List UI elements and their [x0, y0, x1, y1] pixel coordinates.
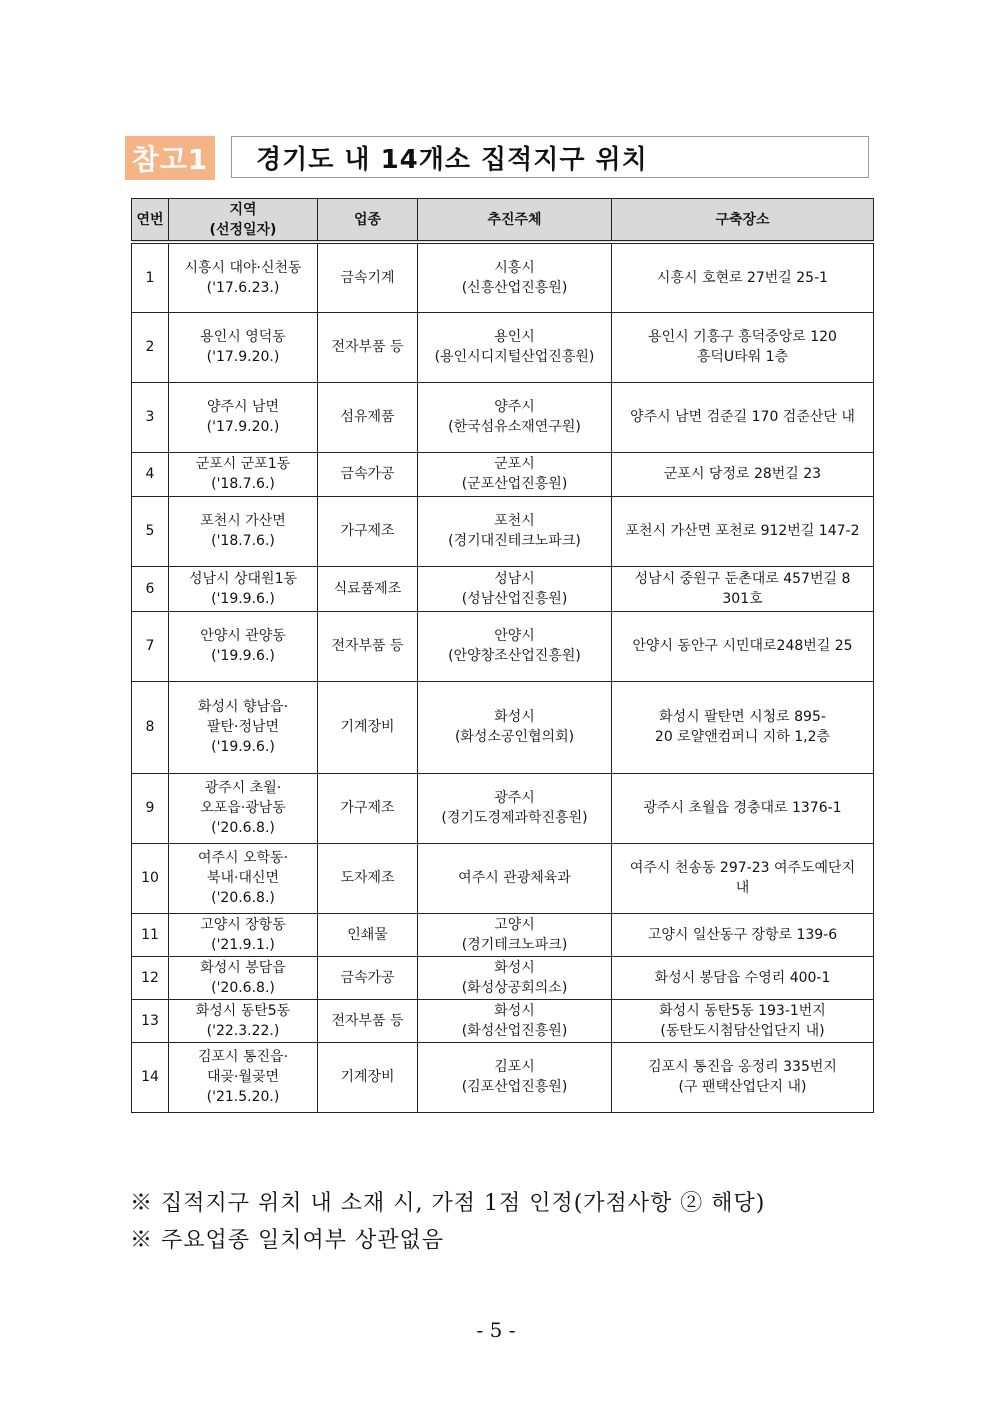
cell-organization: 군포시 (군포산업진흥원) [418, 452, 612, 496]
table-row [132, 611, 874, 681]
header-location: 구축장소 [612, 199, 874, 243]
table-row [132, 452, 874, 496]
cell-industry: 금속가공 [318, 956, 418, 999]
cell-region: 고양시 장항동 ('21.9.1.) [169, 913, 318, 956]
cell-region: 화성시 향남읍· 팔탄·정남면 ('19.9.6.) [169, 681, 318, 773]
cell-organization: 양주시 (한국섬유소재연구원) [418, 382, 612, 452]
cell-region: 성남시 상대원1동 ('19.9.6.) [169, 566, 318, 611]
cluster-location-table [131, 198, 874, 1113]
table-row [132, 956, 874, 999]
table-row [132, 773, 874, 843]
cell-industry: 식료품제조 [318, 566, 418, 611]
cell-industry: 금속가공 [318, 452, 418, 496]
cell-region: 화성시 봉담읍 ('20.6.8.) [169, 956, 318, 999]
cell-organization: 성남시 (성남산업진흥원) [418, 566, 612, 611]
table-row [132, 242, 874, 312]
cell-region: 포천시 가산면 ('18.7.6.) [169, 496, 318, 566]
cell-region: 화성시 동탄5동 ('22.3.22.) [169, 999, 318, 1042]
cell-organization: 시흥시 (신흥산업진흥원) [418, 242, 612, 312]
cell-organization: 김포시 (김포산업진흥원) [418, 1042, 612, 1112]
cell-industry: 전자부품 등 [318, 312, 418, 382]
note-bonus-point: ※ 집적지구 위치 내 소재 시, 가점 1점 인정(가점사항 ② 해당) [130, 1191, 766, 1216]
cell-region: 광주시 초월· 오포읍·광남동 ('20.6.8.) [169, 773, 318, 843]
header-organization: 추진주체 [418, 199, 612, 243]
cell-region: 안양시 관양동 ('19.9.6.) [169, 611, 318, 681]
cell-location: 여주시 천송동 297-23 여주도예단지 내 [612, 843, 874, 913]
table-header-row [132, 199, 874, 243]
cell-location: 화성시 동탄5동 193-1번지 (동탄도시첨담산업단지 내) [612, 999, 874, 1042]
cell-location: 화성시 봉담읍 수영리 400-1 [612, 956, 874, 999]
cell-organization: 화성시 (화성소공인협의회) [418, 681, 612, 773]
cell-location: 광주시 초월읍 경충대로 1376-1 [612, 773, 874, 843]
cell-region: 시흥시 대야·신천동 ('17.6.23.) [169, 242, 318, 312]
section-header [125, 136, 871, 180]
cell-region: 용인시 영덕동 ('17.9.20.) [169, 312, 318, 382]
cell-organization: 고양시 (경기테크노파크) [418, 913, 612, 956]
cell-industry: 도자제조 [318, 843, 418, 913]
cell-industry: 인쇄물 [318, 913, 418, 956]
cell-no: 3 [132, 382, 169, 452]
cell-location: 김포시 통진읍 옹정리 335번지 (구 팬택산업단지 내) [612, 1042, 874, 1112]
reference-tag: 참고1 [125, 136, 215, 180]
cell-industry: 가구제조 [318, 496, 418, 566]
cell-no: 6 [132, 566, 169, 611]
cell-industry: 전자부품 등 [318, 611, 418, 681]
cell-no: 7 [132, 611, 169, 681]
cell-region: 여주시 오학동· 북내·대신면 ('20.6.8.) [169, 843, 318, 913]
cell-no: 2 [132, 312, 169, 382]
cell-no: 11 [132, 913, 169, 956]
table-row [132, 681, 874, 773]
cell-location: 용인시 기흥구 흥덕중앙로 120 흥덕U타워 1층 [612, 312, 874, 382]
cell-industry: 전자부품 등 [318, 999, 418, 1042]
cell-region: 양주시 남면 ('17.9.20.) [169, 382, 318, 452]
page-number: - 5 - [476, 1318, 516, 1342]
cell-no: 9 [132, 773, 169, 843]
cell-location: 시흥시 호현로 27번길 25-1 [612, 242, 874, 312]
table-row [132, 913, 874, 956]
cell-no: 4 [132, 452, 169, 496]
cell-location: 군포시 당정로 28번길 23 [612, 452, 874, 496]
cell-no: 10 [132, 843, 169, 913]
cell-location: 안양시 동안구 시민대로248번길 25 [612, 611, 874, 681]
cell-no: 12 [132, 956, 169, 999]
table-row [132, 843, 874, 913]
table-row [132, 496, 874, 566]
cell-industry: 금속기계 [318, 242, 418, 312]
cell-organization: 안양시 (안양창조산업진흥원) [418, 611, 612, 681]
cell-organization: 포천시 (경기대진테크노파크) [418, 496, 612, 566]
cell-organization: 광주시 (경기도경제과학진흥원) [418, 773, 612, 843]
table-row [132, 999, 874, 1042]
cell-no: 8 [132, 681, 169, 773]
cell-organization: 화성시 (화성산업진흥원) [418, 999, 612, 1042]
cell-location: 고양시 일산동구 장항로 139-6 [612, 913, 874, 956]
cell-organization: 용인시 (용인시디지털산업진흥원) [418, 312, 612, 382]
note-industry-match: ※ 주요업종 일치여부 상관없음 [130, 1228, 445, 1253]
cell-location: 포천시 가산면 포천로 912번길 147-2 [612, 496, 874, 566]
table-row [132, 382, 874, 452]
cell-no: 13 [132, 999, 169, 1042]
cell-industry: 가구제조 [318, 773, 418, 843]
cell-location: 성남시 중원구 둔촌대로 457번길 8 301호 [612, 566, 874, 611]
cell-industry: 섬유제품 [318, 382, 418, 452]
page-title: 경기도 내 14개소 집적지구 위치 [231, 136, 869, 178]
table-row [132, 1042, 874, 1112]
header-industry: 업종 [318, 199, 418, 243]
cell-industry: 기계장비 [318, 681, 418, 773]
cell-organization: 여주시 관광체육과 [418, 843, 612, 913]
table-row [132, 566, 874, 611]
cell-industry: 기계장비 [318, 1042, 418, 1112]
cell-organization: 화성시 (화성상공회의소) [418, 956, 612, 999]
cell-location: 화성시 팔탄면 시청로 895- 20 로얄앤컴퍼니 지하 1,2층 [612, 681, 874, 773]
cell-no: 5 [132, 496, 169, 566]
table-row [132, 312, 874, 382]
cell-no: 1 [132, 242, 169, 312]
cell-region: 김포시 통진읍· 대곶·월곶면 ('21.5.20.) [169, 1042, 318, 1112]
cell-region: 군포시 군포1동 ('18.7.6.) [169, 452, 318, 496]
header-no: 연번 [132, 199, 169, 243]
cell-no: 14 [132, 1042, 169, 1112]
header-region: 지역 (선정일자) [169, 199, 318, 243]
cell-location: 양주시 남면 검준길 170 검준산단 내 [612, 382, 874, 452]
